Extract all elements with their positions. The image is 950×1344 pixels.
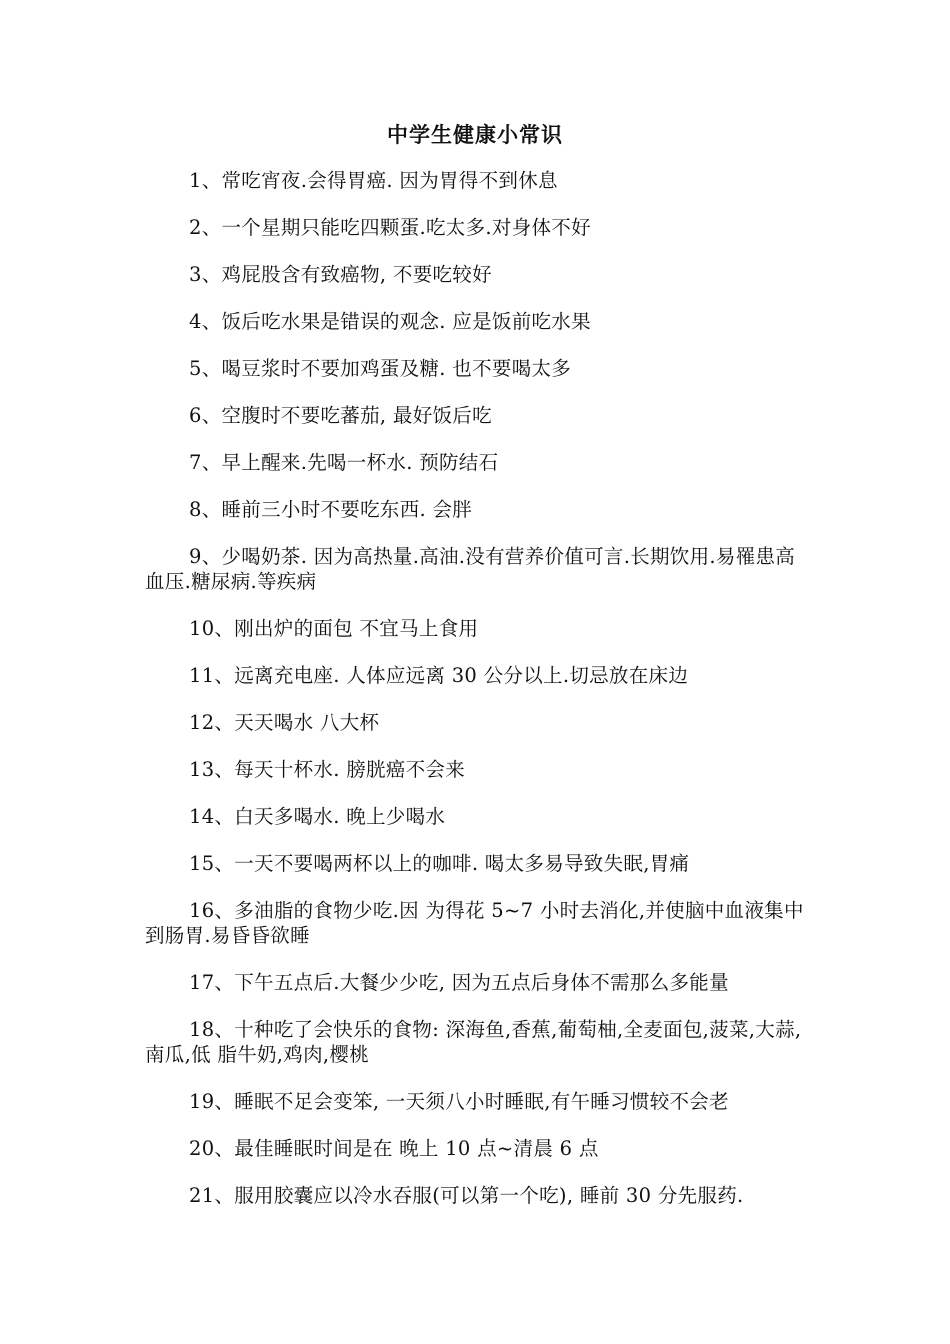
list-item: 12、天天喝水 八大杯 <box>189 711 380 734</box>
list-item: 17、下午五点后.大餐少少吃, 因为五点后身体不需那么多能量 <box>189 971 729 994</box>
list-item: 20、最佳睡眠时间是在 晚上 10 点~清晨 6 点 <box>189 1137 599 1160</box>
list-item: 19、睡眠不足会变笨, 一天须八小时睡眠,有午睡习惯较不会老 <box>189 1090 729 1113</box>
list-item: 9、少喝奶茶. 因为高热量.高油.没有营养价值可言.长期饮用.易罹患高血压.糖尿病.等疾病 <box>145 545 796 593</box>
list-item: 1、常吃宵夜.会得胃癌. 因为胃得不到休息 <box>189 169 558 192</box>
list-item: 4、饭后吃水果是错误的观念. 应是饭前吃水果 <box>189 310 591 333</box>
list-item: 6、空腹时不要吃蕃茄, 最好饭后吃 <box>189 404 492 427</box>
list-item: 13、每天十杯水. 膀胱癌不会来 <box>189 758 466 781</box>
list-item: 8、睡前三小时不要吃东西. 会胖 <box>189 498 473 521</box>
list-item: 2、一个星期只能吃四颗蛋.吃太多.对身体不好 <box>189 216 591 239</box>
tips-list <box>145 168 810 1230</box>
list-item: 3、鸡屁股含有致癌物, 不要吃较好 <box>189 263 492 286</box>
list-item: 5、喝豆浆时不要加鸡蛋及糖. 也不要喝太多 <box>189 357 572 380</box>
list-item: 21、服用胶囊应以冷水吞服(可以第一个吃), 睡前 30 分先服药. <box>189 1184 744 1207</box>
list-item: 16、多油脂的食物少吃.因 为得花 5~7 小时去消化,并使脑中血液集中到肠胃.易昏昏欲睡 <box>145 899 804 947</box>
list-item: 10、刚出炉的面包 不宜马上食用 <box>189 617 479 640</box>
list-item: 15、一天不要喝两杯以上的咖啡. 喝太多易导致失眠,胃痛 <box>189 852 690 875</box>
document-title: 中学生健康小常识 <box>387 123 563 147</box>
list-item: 11、远离充电座. 人体应远离 30 公分以上.切忌放在床边 <box>189 664 689 687</box>
list-item: 7、早上醒来.先喝一杯水. 预防结石 <box>189 451 499 474</box>
list-item: 18、十种吃了会快乐的食物: 深海鱼,香蕉,葡萄柚,全麦面包,菠菜,大蒜,南瓜,低 脂牛奶,鸡肉,樱桃 <box>145 1018 802 1066</box>
list-item: 14、白天多喝水. 晚上少喝水 <box>189 805 446 828</box>
